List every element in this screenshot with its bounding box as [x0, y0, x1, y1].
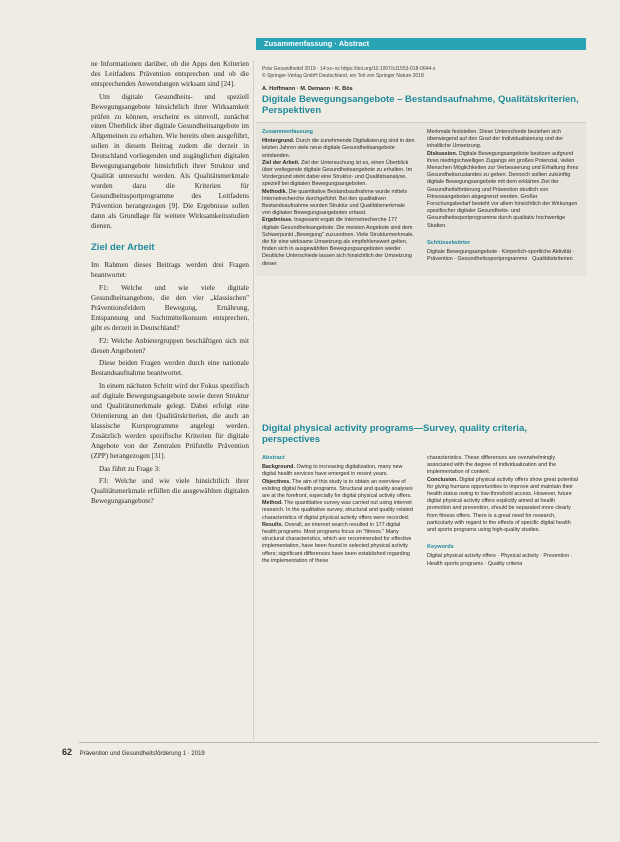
para-label: Objectives.: [262, 478, 291, 485]
abstract-para: [262, 500, 415, 522]
article-title-en: Digital physical activity programs—Survey, quality criteria, perspectives: [262, 423, 527, 445]
abstract-box-en: [256, 451, 586, 576]
para-text: The aim of this study is to obtain an overview of existing digital health programs. Structural and quality analyses are at the forefront, especially for digital physical activity offers.: [262, 478, 413, 500]
abstract-col-2: [427, 455, 580, 568]
keywords: Digitale Bewegungsangebote · Körperlich-sportliche Aktivität · Prävention · Gesundheitssportprogramme · Qualitätskriterien: [427, 249, 575, 263]
para-text: Digitale Bewegungsangebote besitzen aufgrund ihres niedrigschwelligen Zugangs ein großes Potenzial, vielen Menschen Möglichkeiten zur Verbesserung und Erhaltung ihres Gesundheitszustandes zu geben. Dennoch sollten zukünftig digitale Bewegungsangebote mit dem erklärten Ziel der Gesundheitsförderung und Prävention deutlich von Fitnessangeboten abgegrenzt werden. Großer Forschungsbedarf besteht vor allem hinsichtlich der Wirkungen spezifischer digitaler Gesundheits- und Gesundheitssportprogramme durch qualitativ hochwertige Studien.: [427, 150, 579, 229]
copyright-line: © Springer-Verlag GmbH Deutschland, ein Teil von Springer Nature 2018: [262, 72, 424, 79]
section-heading: Ziel der Arbeit: [91, 242, 155, 254]
para-text: Die quantitative Bestandsaufnahme wurde mittels Internetrecherche durchgeführt. Bei den qualitativen Bestandsaufnahme wurden Struktur und Qualitätsmerkmale von digitalen Bewegungsangeboten erfasst.: [262, 188, 408, 217]
authors: A. Hoffmann · M. Demann · K. Bös: [262, 86, 353, 92]
abstract-para: [262, 479, 415, 501]
abstract-label: Zusammenfassung: [262, 129, 313, 135]
para-label: Results.: [262, 521, 283, 528]
para-label: Conclusion.: [427, 476, 458, 483]
para-text: Ziel der Untersuchung ist es, einen Überblick über vorliegende digitale Gesundheitsangebote zu erhalten. Im Vordergrund steht dabei eine Struktur- und Qualitätsanalyse, speziell bei digitalen Bewegungsangeboten.: [262, 159, 413, 188]
para-text: Overall, an internet search resulted in 177 digital health programs. Most programs focus on "fitness." Many structural characteristics, which are recommended for effective implementation, have been found in selected physical activity offers; significant differences have been established regarding the implementation of these: [262, 521, 412, 564]
abstract-label: Abstract: [262, 455, 285, 461]
para-label: Background.: [262, 464, 295, 471]
paragraph: In einem nächsten Schritt wird der Fokus spezifisch auf digitale Bewegungsangebote sowie deren Struktur und Qualitätsmerkmale gelegt. Dabei erfolgt eine Orientierung an den Qualitätskriterien, die auch an klassische Kursprogramme angelegt werden. Zusätzlich werden spezifische Kriterien für digitale Angebote von der Zentralen Prüfstelle Prävention (ZPP) herangezogen [31].: [91, 382, 249, 460]
para-label: Method.: [262, 500, 283, 507]
abstract-para: [262, 160, 415, 189]
abstract-panel-de: [256, 38, 586, 276]
keywords: Digital physical activity offers · Physical activity · Prevention · Health sports programs · Quality criteria: [427, 553, 573, 567]
para-label: Ergebnisse.: [262, 217, 293, 224]
abstract-col-2: [427, 129, 580, 268]
abstract-box-de: [256, 122, 586, 276]
abstract-para: [427, 477, 580, 535]
abstract-panel-en: [256, 423, 586, 576]
para-text: Digital physical activity offers show great potential for giving humans opportunities to improve and maintain their health status owing to low-threshold access. However, future digital physical activity offers explicitly aimed at health promotion and prevention, should be separated more clearly from fitness offers. There is a great need for research, particularly with regard to the effects of specific digital health and sports programs using high-quality studies.: [427, 476, 578, 534]
abstract-para: [262, 217, 415, 267]
footer-rule: [79, 742, 599, 743]
para-text: Durch die zunehmende Digitalisierung sind in den letzten Jahren viele neue digitale Gesundheitsangebote entstanden.: [262, 138, 415, 159]
abstract-para: characteristics. These differences are overwhelmingly associated with the degree of individualization and the implementation of content.: [427, 455, 557, 476]
paragraph: Das führt zu Frage 3:: [99, 464, 161, 473]
para-label: Methodik.: [262, 188, 288, 195]
abstract-para: Merkmale feststellen. Diese Unterschiede beziehen sich überwiegend auf den Grad der Individualisierung und der inhaltliche Umsetzung.: [427, 129, 564, 150]
page-footer: [62, 747, 205, 757]
keywords-label: Keywords: [427, 544, 454, 551]
column-divider: [253, 60, 254, 740]
journal-name: Prävention und Gesundheitsförderung 1 · 2019: [79, 751, 205, 757]
paragraph: ne Informationen darüber, ob die Apps den Kriterien des Leitfadens Prävention entsprechen und ob die entsprechenden Anwendungen wirksam sind [24].: [91, 60, 249, 88]
keywords-label: Schlüsselwörter: [427, 239, 471, 246]
article-title-de: Digitale Bewegungsangebote – Bestandsaufnahme, Qualitätskriterien, Perspektiven: [262, 94, 579, 116]
paragraph: F3: Welche und wie viele hinsichtlich ihrer Qualitätsmerkmale erfüllen die ausgewählten digitalen Bewegungsangebote?: [91, 477, 249, 506]
body-text-column: [91, 60, 249, 510]
para-label: Diskussion.: [427, 150, 458, 157]
page-number: 62: [62, 747, 73, 757]
citation-meta: [256, 50, 586, 79]
para-text: The quantitative survey was carried out using internet research. In the qualitative survey, structural and quality related characteristics of digital physical activity offers were recorded.: [262, 500, 413, 521]
abstract-para: [262, 464, 415, 478]
abstract-col-1: [262, 129, 415, 268]
paragraph: F2: Welche Anbietergruppen beschäftigen sich mit diesen Angeboten?: [91, 336, 249, 355]
section-banner: Zusammenfassung · Abstract: [256, 38, 586, 50]
paragraph: Im Rahmen dieses Beitrags werden drei Fragen beantwortet:: [91, 261, 249, 280]
paragraph: Diese beiden Fragen werden durch eine nationale Bestandsaufnahme beantwortet.: [91, 359, 249, 378]
para-text: Owing to increasing digitalization, many new digital health services have emerged in recent years.: [262, 464, 403, 478]
para-label: Ziel der Arbeit.: [262, 159, 300, 166]
paragraph: F1: Welche und wie viele digitale Gesundheitsangebote, die den vier „klassischen" Präventionsfeldern Bewegung, Ernährung, Entspannung und Suchtmittelkonsum entsprechen, gibt es derzeit in Deutschland?: [91, 284, 249, 332]
abstract-para: [262, 189, 415, 218]
abstract-para: [262, 138, 415, 160]
abstract-para: [427, 151, 580, 230]
para-label: Hintergrund.: [262, 138, 295, 145]
citation-line: Präv Gesundheitsf 2019 · 14:xx–xx https://doi.org/10.1007/s11553-018-0644-z: [262, 66, 436, 72]
para-text: Insgesamt ergab die Internetrecherche 177 digitale Gesundheitsangebote. Die meisten Angebote sind dem Schwerpunkt „Bewegung" zuzuordnen. Viele Strukturmerkmale, die für eine wirksame Umsetzung als empfehlenswert gelten, finden sich in ausgewählten Bewegungsangeboten wieder. Deutliche Unterschiede lassen sich hinsichtlich der Umsetzung dieser: [262, 217, 414, 267]
paragraph: Um digitale Gesundheits- und speziell Bewegungsangebote hinsichtlich ihrer Wirksamkeit prüfen zu können, erscheint es sinnvoll, zunächst einen Überblick über digitale Gesundheitsangebote im Allgemeinen zu erhalten. Wie bereits oben ausgeführt, sollen in diesem Beitrag zudem die derzeit in Deutschland vorliegenden und zugänglichen digitalen Bewegungsangebote hinsichtlich ihrer Struktur und Qualität untersucht werden. Als Qualitätsmerkmale wurden dazu die Kriterien für Gesundheitssportprogramme des Leitfadens Prävention herangezogen [9]. Die Ergebnisse sollen dann als Grundlage für weitere Wirksamkeitsstudien dienen.: [91, 92, 249, 230]
abstract-para: [262, 522, 415, 565]
abstract-col-1: [262, 455, 415, 568]
